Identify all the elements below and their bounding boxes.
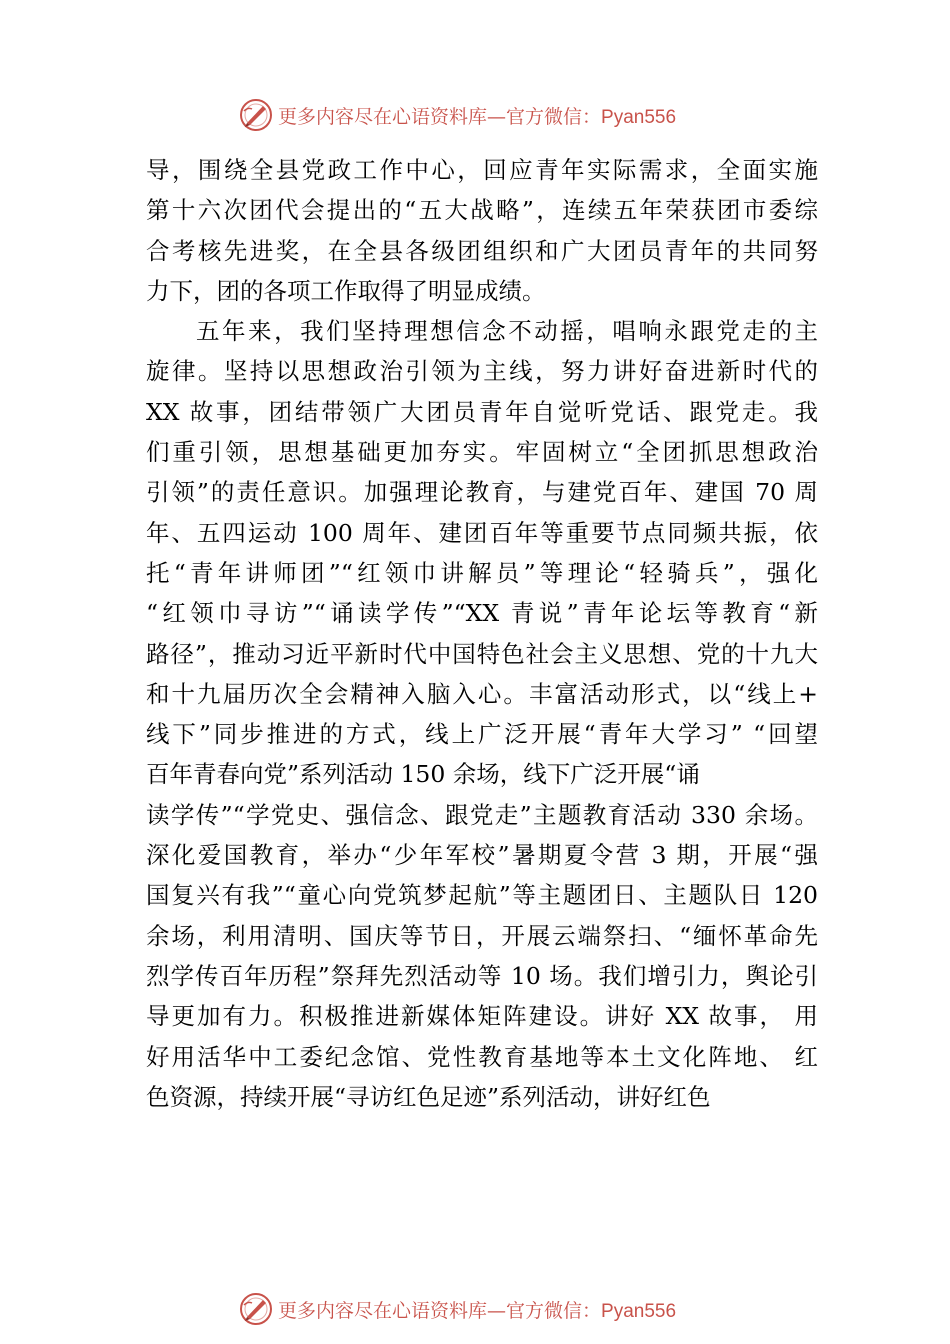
pen-seal-icon [238,97,274,133]
header-watermark [238,97,676,133]
text-line: 烈学传百年历程”祭拜先烈活动等 10 场。我们增引力，舆论引 [146,961,818,990]
text-line: 读学传”“学党史、强信念、跟党走”主题教育活动 330 余场。 [146,800,818,829]
watermark-suffix: 官方微信： [506,1299,602,1322]
watermark-separator: — [487,1299,507,1322]
text-line: 年、五四运动 100 周年、建团百年等重要节点同频共振，依 [146,518,818,547]
watermark-title: 更多内容尽在心语资料库 [278,105,488,128]
text-line: XX 故事，团结带领广大团员青年自觉听党话、跟党走。我 [146,397,818,426]
text-line: 线下”同步推进的方式，线上广泛开展“青年大学习” “回望 [146,720,818,749]
text-line: 第十六次团代会提出的“五大战略”，连续五年荣获团市委综 [146,196,818,225]
text-line: 百年青春向党”系列活动 150 余场，线下广泛开展“诵 [146,760,700,789]
text-line: 余场，利用清明、国庆等节日，开展云端祭扫、“缅怀革命先 [146,921,818,950]
watermark-suffix: 官方微信： [506,105,602,128]
text-line: 国复兴有我”“童心向党筑梦起航”等主题团日、主题队日 120 [146,881,818,910]
text-line: 路径”，推动习近平新时代中国特色社会主义思想、党的十九大 [146,639,818,668]
text-line: “红领巾寻访”“诵读学传”“XX 青说”青年论坛等教育“新 [146,599,818,628]
text-line: 引领”的责任意识。加强理论教育，与建党百年、建国 70 周 [146,478,818,507]
watermark-wechat-id: Pyan556 [601,106,677,128]
watermark-wechat-id: Pyan556 [601,1300,677,1322]
text-line: 们重引领，思想基础更加夯实。牢固树立“全团抓思想政治 [146,438,818,467]
watermark-separator: — [487,105,507,128]
text-line: 合考核先进奖，在全县各级团组织和广大团员青年的共同努 [146,236,818,265]
watermark-title: 更多内容尽在心语资料库 [278,1299,488,1322]
text-line: 深化爱国教育，举办“少年军校”暑期夏令营 3 期，开展“强 [146,841,818,870]
text-line: 导更加有力。积极推进新媒体矩阵建设。讲好 XX 故事， 用 [146,1002,818,1031]
text-line: 旋律。坚持以思想政治引领为主线，努力讲好奋进新时代的 [146,357,818,386]
text-line: 色资源，持续开展“寻访红色足迹”系列活动，讲好红色 [146,1082,711,1111]
watermark-text [278,102,676,129]
pen-seal-icon [238,1291,274,1327]
watermark-text [278,1296,676,1323]
text-line: 托“青年讲师团”“红领巾讲解员”等理论“轻骑兵”，强化 [146,558,818,587]
text-line: 和十九届历次全会精神入脑入心。丰富活动形式，以“线上+ [146,679,818,708]
document-body [146,150,818,1117]
text-line: 好用活华中工委纪念馆、党性教育基地等本土文化阵地、 红 [146,1042,818,1071]
text-line: 导，围绕全县党政工作中心，回应青年实际需求，全面实施 [146,156,818,184]
footer-watermark [238,1291,676,1327]
text-line: 力下，团的各项工作取得了明显成绩。 [146,276,546,305]
text-line: 五年来，我们坚持理想信念不动摇，唱响永跟党走的主 [196,317,818,346]
